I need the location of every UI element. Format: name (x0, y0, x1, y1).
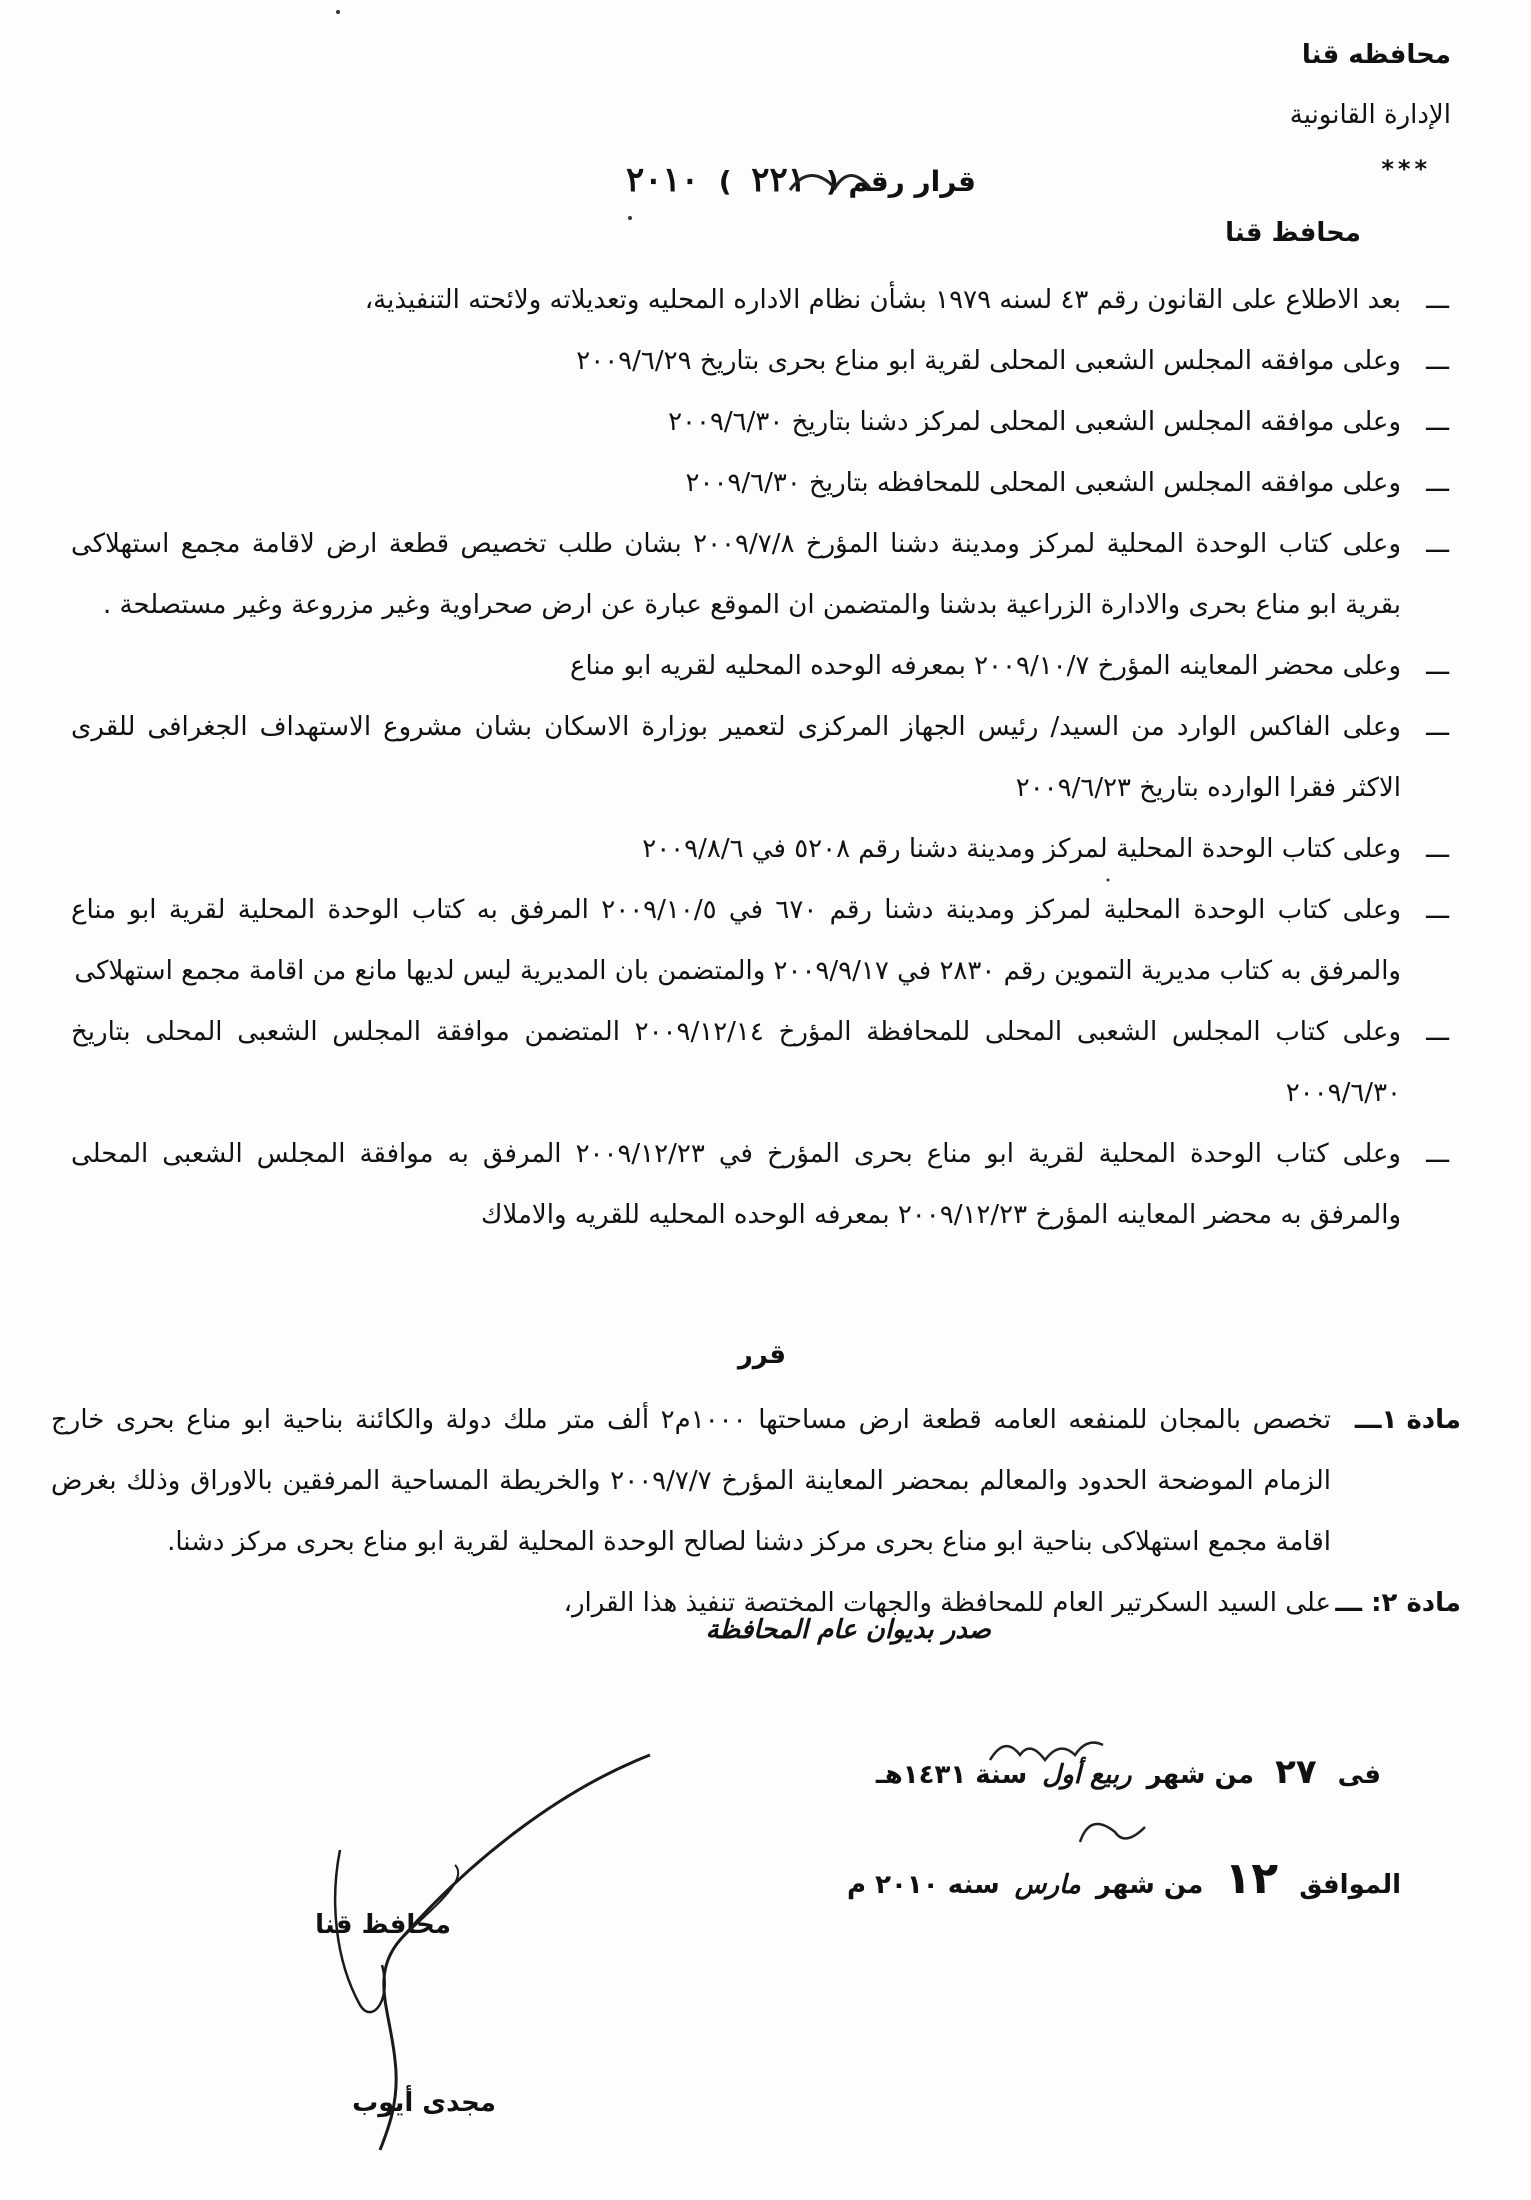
preamble-item: ـــ وعلى كتاب الوحدة المحلية لقرية ابو مناع بحرى المؤرخ في ٢٠٠٩/١٢/٢٣ المرفق به موافقة المجلس الشعبى المحلى والمرفق به محضر المعاينه المؤرخ ٢٠٠٩/١٢/٢٣ بمعرفه الوحده المحليه للقريه والاملاك (71, 1139, 1449, 1230)
governorate-header: محافظه قنا (1301, 40, 1451, 70)
decision-number: ٢٢١ (751, 160, 807, 200)
preamble-item: ـــ وعلى كتاب المجلس الشعبى المحلى للمحافظة المؤرخ ٢٠٠٩/١٢/١٤ المتضمن موافقة المجلس الشعبى المحلى بتاريخ ٢٠٠٩/٦/٣٠ (71, 1017, 1449, 1108)
issued-statement: صدر بديوان عام المحافظة (705, 1615, 991, 1645)
header-stars: *** (1381, 155, 1431, 183)
decision-title (616, 160, 976, 200)
scan-speck (336, 10, 340, 14)
gregorian-month-scribble (1080, 1824, 1145, 1842)
hijri-date: فى ٢٧ من شهر ربيع أول سنة ١٤٣١هـ (875, 1752, 1381, 1792)
scan-speck (628, 216, 632, 220)
decide-heading: قرر (737, 1340, 786, 1370)
hijri-month-handwritten: ربيع أول (1042, 1760, 1132, 1790)
article-1 (51, 1390, 1461, 1573)
hijri-day-handwritten: ٢٧ (1275, 1752, 1317, 1792)
decision-label: قرار رقم ( (825, 165, 976, 198)
decision-close: ) (718, 165, 732, 198)
preamble-item: ـــ وعلى الفاكس الوارد من السيد/ رئيس الجهاز المركزى لتعمير بوزارة الاسكان بشان مشروع الاستهداف الجغرافى للقرى الاكثر فقرا الوارده بتاريخ ٢٠٠٩/٦/٢٣ (71, 712, 1449, 803)
preamble-item: ـــ وعلى محضر المعاينه المؤرخ ٢٠٠٩/١٠/٧ بمعرفه الوحده المحليه لقريه ابو مناع (570, 651, 1449, 681)
articles-list (51, 1390, 1461, 1634)
decision-year: ٢٠١٠ (625, 160, 699, 200)
signature-title: محافظ قنا (315, 1910, 451, 1940)
article-label: مادة ٢: ـــ (1335, 1588, 1461, 1618)
preamble-item: ـــ وعلى كتاب الوحدة المحلية لمركز ومدينة دشنا رقم ٦٧٠ في ٢٠٠٩/١٠/٥ المرفق به كتاب الوحدة المحلية لقرية ابو مناع والمرفق به كتاب مديرية التموين رقم ٢٨٣٠ في ٢٠٠٩/٩/١٧ والمتضمن بان المديرية ليس لديها مانع من اقامة مجمع استهلاكى (71, 895, 1449, 986)
article-text: على السيد السكرتير العام للمحافظة والجهات المختصة تنفيذ هذا القرار، (563, 1588, 1331, 1618)
preamble-list (71, 270, 1449, 1246)
preamble-item: ـــ وعلى كتاب الوحدة المحلية لمركز ومدينة دشنا المؤرخ ٢٠٠٩/٧/٨ بشان طلب تخصيص قطعة ارض لاقامة مجمع استهلاكى بقرية ابو مناع بحرى والادارة الزراعية بدشنا والمتضمن ان الموقع عبارة عن ارض صحراوية وغير مزروعة وغير مستصلحة . (71, 529, 1449, 620)
signatory-name: مجدى أيوب (352, 2088, 496, 2118)
preamble-item: ـــ وعلى كتاب الوحدة المحلية لمركز ومدينة دشنا رقم ٥٢٠٨ في ٢٠٠٩/٨/٦ (642, 834, 1449, 864)
preamble-item: ـــ بعد الاطلاع على القانون رقم ٤٣ لسنه ١٩٧٩ بشأن نظام الاداره المحليه وتعديلاته ولائحته التنفيذية، (364, 285, 1449, 315)
gregorian-date: الموافق ١٢ من شهر مارس سنه ٢٠١٠ م (847, 1853, 1401, 1904)
governor-heading: محافظ قنا (1225, 218, 1361, 248)
gregorian-month-handwritten: مارس (1014, 1870, 1081, 1900)
gregorian-day-handwritten: ١٢ (1224, 1853, 1279, 1904)
article-text: تخصص بالمجان للمنفعه العامه قطعة ارض مساحتها ١٠٠٠م٢ ألف متر ملك دولة والكائنة بناحية ابو مناع بحرى خارج الزمام الموضحة الحدود والمعالم بمحضر المعاينة المؤرخ ٢٠٠٩/٧/٧ والخريطة المساحية المرفقين بالاوراق وذلك بغرض اقامة مجمع استهلاكى بناحية ابو مناع بحرى مركز دشنا لصالح الوحدة المحلية لقرية ابو مناع بحرى مركز دشنا. (51, 1405, 1331, 1557)
department-header: الإدارة القانونية (1289, 100, 1451, 130)
preamble-item: ـــ وعلى موافقه المجلس الشعبى المحلى لمركز دشنا بتاريخ ٢٠٠٩/٦/٣٠ (668, 407, 1449, 437)
article-label: مادة ١ـــ (1354, 1405, 1461, 1435)
preamble-item: ـــ وعلى موافقه المجلس الشعبى المحلى لقرية ابو مناع بحرى بتاريخ ٢٠٠٩/٦/٢٩ (576, 346, 1449, 376)
preamble-item: ـــ وعلى موافقه المجلس الشعبى المحلى للمحافظه بتاريخ ٢٠٠٩/٦/٣٠ (685, 468, 1449, 498)
